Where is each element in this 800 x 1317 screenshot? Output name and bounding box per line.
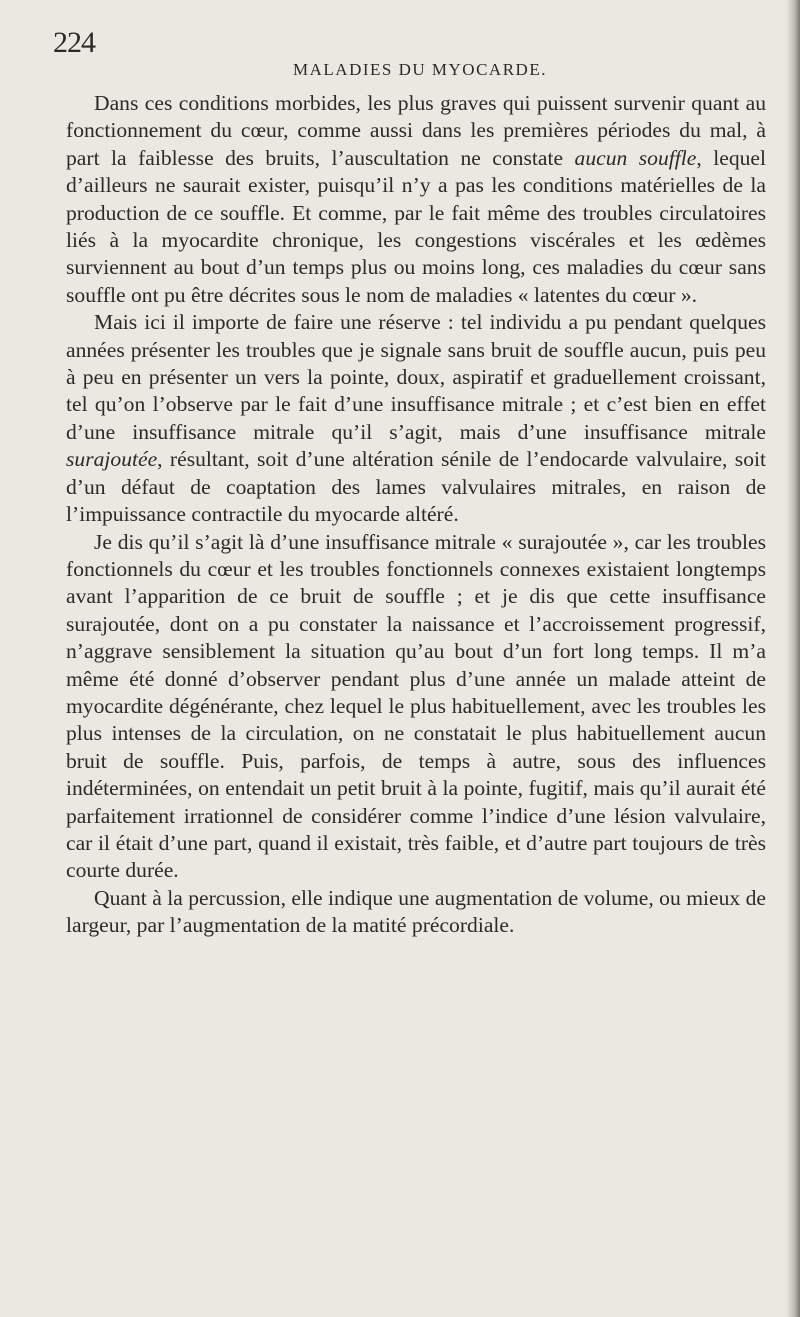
page-number: 224 bbox=[53, 26, 95, 59]
paragraph-text: , résultant, soit d’une altération sénile de l’endocarde valvulaire, soit d’un défaut de coaptation des lames valvulaires mitrales, en raison de l’impuissance contractile du myocarde altéré. bbox=[66, 447, 766, 527]
italic-text: aucun souffle bbox=[574, 145, 697, 170]
paragraph-text: , lequel d’ailleurs ne saurait exister, puisqu’il n’y a pas les conditions matérielles de la production de ce souffle. Et comme, par le fait même des troubles circulatoires liés à la myocardite chronique, les congestions viscérales et les œdèmes surviennent au bout d’un temps plus ou moins long, ces maladies du cœur sans souffle ont pu être décrites sous le nom de maladies « latentes du cœur ». bbox=[66, 145, 766, 307]
paragraph-text: Dans ces conditions morbides, les plus graves qui puissent survenir quant au fonctionnement du cœur, comme aussi dans les premières périodes du mal, à part la faiblesse des bruits, l’auscultation ne constate bbox=[66, 91, 766, 170]
running-head: MALADIES DU MYOCARDE. bbox=[293, 60, 547, 79]
paragraph-text: Je dis qu’il s’agit là d’une insuffisance mitrale « surajoutée », car les troubles fonctionnels du cœur et les troubles fonctionnels connexes existaient longtemps avant l’apparition de ce bruit de souffle ; et je dis que cette insuffisance surajoutée, dont on a pu constater la naissance et l’accroissement progressif, n’aggrave sensiblement la situation qu’au bout d’un fort long temps. Il m’a même été donné d’observer pendant plus d’une année un malade atteint de myocardite dégénérante, chez lequel le plus habituellement, avec les troubles les plus intenses de la circulation, on ne constatait le plus habituellement aucun bruit de souffle. Puis, parfois, de temps à autre, sous des influences indéterminées, on entendait un petit bruit à la pointe, fugitif, mais qu’il aurait été parfaitement irrationnel de considérer comme l’indice d’une lésion valvulaire, car il était d’une part, quand il existait, très faible, et d’autre part toujours de très courte durée. bbox=[66, 529, 766, 883]
italic-text: surajoutée bbox=[66, 447, 158, 472]
paragraph-text: Quant à la percussion, elle indique une augmentation de volume, ou mieux de largeur, par l’augmentation de la matité précordiale. bbox=[66, 885, 766, 938]
paragraph-2 bbox=[66, 309, 766, 528]
paragraph-1 bbox=[66, 90, 766, 309]
paragraph-4 bbox=[66, 885, 766, 940]
paragraph-3 bbox=[66, 529, 766, 885]
body-text bbox=[66, 90, 766, 940]
page-edge-shadow bbox=[786, 0, 800, 1317]
paragraph-text: Mais ici il importe de faire une réserve : tel individu a pu pendant quelques années présenter les troubles que je signale sans bruit de souffle aucun, puis peu à peu en présenter un vers la pointe, doux, aspiratif et graduellement croissant, tel qu’on l’observe par le fait d’une insuffisance mitrale ; et c’est bien en effet d’une insuffisance mitrale qu’il s’agit, mais d’une insuffisance mitrale bbox=[66, 310, 766, 444]
